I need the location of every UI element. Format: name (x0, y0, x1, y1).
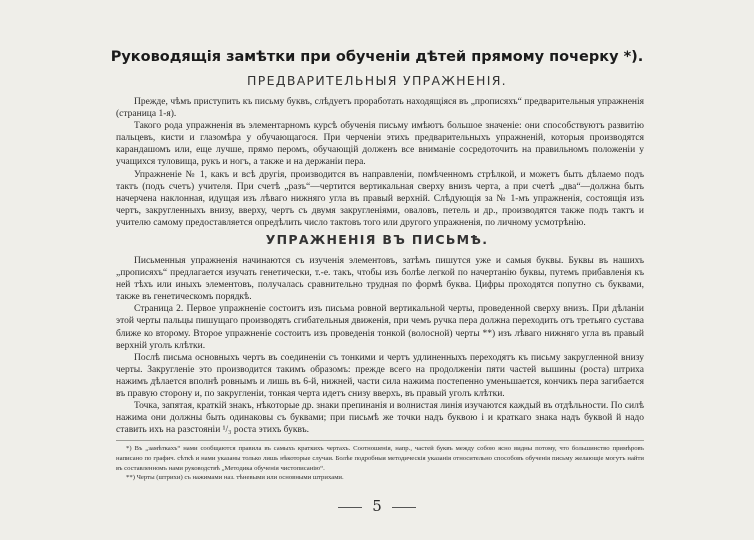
footnote-divider (116, 440, 644, 441)
paragraph: Письменныя упражненія начинаются съ изученія элементовъ, затѣмъ пишутся уже и самыя буквы. Буквы въ нашихъ „прописяхъ“ предлагается изучать генетически, т.-е. такъ, чтобы изъ болѣе легкой по начертанію буквы, путемъ прибавленія къ ней тѣхъ или иныхъ элементовъ, получалась сравнительно трудная по формѣ буква. Цифры проходятся попутно съ буквами, также въ генетическомъ порядкѣ. (116, 256, 644, 303)
section-body-preliminary (116, 96, 644, 229)
paragraph: Страница 2. Первое упражненіе состоитъ изъ письма ровной вертикальной черты, проведенной сверху внизъ. При дѣланіи этой черты пальцы пишущаго производятъ сгибательныя движенія, при чемъ ручка пера должна переходить отъ третьяго сустава ближе ко второму. Второе упражненіе состоитъ изъ проведенія тонкой (волосной) черты **) изъ лѣваго нижняго угла въ правый верхній уголъ клѣтки. (116, 304, 644, 351)
page-number-dash-right (392, 507, 416, 508)
section-body-writing-exercises (116, 255, 644, 436)
paragraph: Послѣ письма основныхъ чертъ въ соединеніи съ тонкими и чертъ удлиненныхъ переходятъ къ письму закругленной внизу черты. Закругленіе это производится такимъ образомъ: прежде всего на продолженіи пяти частей вышины (роста) штриха нажимъ дѣлается вполнѣ ровнымъ и лишь въ 6-й, нижней, части сила нажима постепенно уменьшается, кончикъ пера загибается въ правую сторону и, по закругленіи, тонкая черта идетъ снизу вверхъ, въ правый уголъ клѣтки. (116, 352, 644, 400)
footnotes (116, 444, 644, 483)
paragraph: Упражненіе № 1, какъ и всѣ другія, производится въ направленіи, помѣченномъ стрѣлкой, и можетъ быть дѣлаемо подъ тактъ (подъ счетъ) учителя. При счетѣ „разъ“—чертится вертикальная сверху внизъ черта, а при счетѣ „два“—должна быть начерчена наклонная, идущая изъ лѣваго нижняго угла въ правый верхній. Слѣдующія за № 1-мъ упражненія, состоящія изъ чертъ, закругленныхъ внизу, вверху, чертъ съ двумя закругленіями, оваловъ, петель и др., производятся также подъ тактъ и учителю самому предоставляется опредѣлить число тактовъ того или другого упражненія, по личному усмотрѣнію. (116, 169, 644, 228)
paragraph: Прежде, чѣмъ приступить къ письму буквъ, слѣдуетъ проработать находящіяся въ „прописяхъ“ предварительныя упражненія (страница 1-я). (116, 97, 644, 120)
section-heading-preliminary: ПРЕДВАРИТЕЛЬНЫЯ УПРАЖНЕНІЯ. (247, 73, 507, 88)
paragraph: Точка, запятая, краткій знакъ, нѣкоторые др. знаки препинанія и волнистая линія изучаются каждый въ отдѣльности. По силѣ нажима они должны быть одинаковы съ буквами; при письмѣ же точки надъ буквою і и краткаго знака надъ буквой й надо ставить ихъ на разстояніи ¹/₃ роста этихъ буквъ. (116, 401, 644, 436)
footnote: *) Въ „замѣткахъ“ нами сообщаются правила въ самыхъ краткихъ чертахъ. Соотношенія, напр., частей буквъ между собою ясно видны потому, что большинство примѣровъ написано по графич. сѣткѣ и нами указаны только лишь нѣкоторые случаи. Болѣе подробныя методическія указанія относительно способовъ обученія письму желающіе могутъ найти въ составленномъ нами руководствѣ „Методика обученія чистописанію“. (116, 445, 644, 472)
section-heading-writing-exercises: УПРАЖНЕНІЯ ВЪ ПИСЬМѢ. (265, 232, 489, 247)
paragraph: Такого рода упражненія въ элементарномъ курсѣ обученія письму имѣютъ большое значеніе: они способствуютъ развитію пальцевъ, кисти и глазомѣра у обучающагося. При черченіи этихъ предварительныхъ упражненій, которыя производятся карандашомъ или, еще лучше, прямо перомъ, обучающій долженъ все вниманіе сосредоточить на правильномъ положеніи у учащихся туловища, рукъ и ногъ, а также и на держаніи пера. (116, 121, 644, 168)
footnote: **) Черты (штрихи) съ нажимами наз. тѣневыми или основными штрихами. (126, 474, 344, 482)
page-number-value: 5 (372, 497, 382, 515)
page-number (0, 497, 754, 515)
page-number-dash-left (338, 507, 362, 508)
page-title: Руководящія замѣтки при обученіи дѣтей прямому почерку *). (110, 49, 644, 65)
